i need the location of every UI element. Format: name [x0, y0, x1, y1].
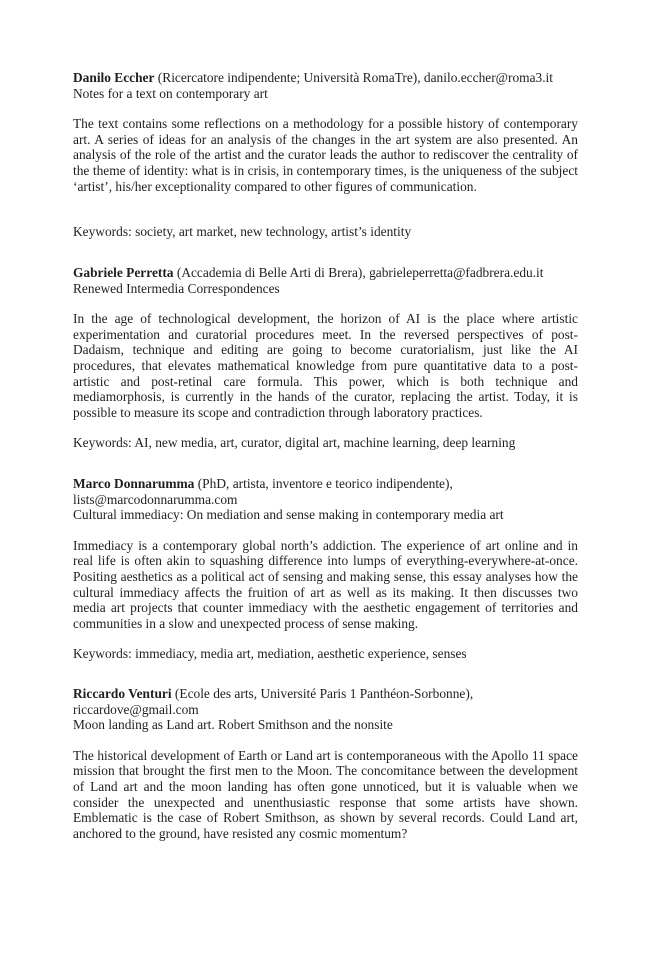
abstract-text: The text contains some reflections on a methodology for a possible history of contemporary art. A series of ideas for an analysis of the changes in the art system are also presented. An analysis of the role of the artist and the curator leads the author to rediscover the centrality of the theme of identity: what is in crisis, in contemporary times, is the uniqueness of the subject ‘artist’, his/her exceptionality compared to other figures of communication.: [73, 116, 578, 194]
abstract-entry-donnarumma: [73, 476, 578, 662]
author-name: Danilo Eccher: [73, 70, 155, 85]
keywords: Keywords: immediacy, media art, mediation, aesthetic experience, senses: [73, 646, 467, 662]
author-line: [73, 265, 578, 281]
abstract-entry-eccher: [73, 70, 578, 240]
article-title: Renewed Intermedia Correspondences: [73, 280, 280, 296]
keywords: Keywords: society, art market, new technology, artist’s identity: [73, 224, 412, 240]
abstract-text: In the age of technological development, the horizon of AI is the place where artistic experimentation and curatorial procedures meet. In the reversed perspectives of post-Dadaism, technique and editing are going to become curatorialism, just like the AI procedures, that elevates mathematical knowledge from pure quantitative data to a post-artistic and post-retinal care formula. This power, which is both technique and mediamorphosis, is currently in the hands of the curator, replacing the artist. Today, it is possible to measure its scope and contradiction through laboratory practices.: [73, 311, 578, 420]
abstract-entry-venturi: [73, 686, 578, 841]
author-line: [73, 70, 578, 86]
author-affiliation: (Ecole des arts, Université Paris 1 Panthéon-Sorbonne), riccardove@gmail.com: [73, 686, 474, 717]
article-title: Cultural immediacy: On mediation and sense making in contemporary media art: [73, 507, 504, 523]
keywords: Keywords: AI, new media, art, curator, digital art, machine learning, deep learning: [73, 435, 516, 451]
abstract-entry-perretta: [73, 265, 578, 451]
article-title: Notes for a text on contemporary art: [73, 85, 268, 101]
author-line: [73, 686, 578, 717]
author-name: Riccardo Venturi: [73, 686, 172, 701]
author-name: Gabriele Perretta: [73, 265, 174, 280]
author-name: Marco Donnarumma: [73, 476, 195, 491]
abstract-text: The historical development of Earth or Land art is contemporaneous with the Apollo 11 space mission that brought the first men to the Moon. The concomitance between the development of Land art and the moon landing has often gone unnoticed, but it is valuable when we consider the unexpected and unenthusiastic response that some artists have shown. Emblematic is the case of Robert Smithson, as shown by several records. Could Land art, anchored to the ground, have resisted any cosmic momentum?: [73, 747, 578, 841]
author-affiliation: (PhD, artista, inventore e teorico indipendente), lists@marcodonnarumma.com: [73, 476, 453, 507]
author-affiliation: (Accademia di Belle Arti di Brera), gabrieleperretta@fadbrera.edu.it: [173, 265, 544, 280]
article-title: Moon landing as Land art. Robert Smithson and the nonsite: [73, 717, 393, 733]
author-line: [73, 476, 578, 507]
abstract-text: Immediacy is a contemporary global north’s addiction. The experience of art online and in real life is often akin to squashing difference into lumps of everything-everywhere-at-once. Positing aesthetics as a political act of sensing and making sense, this essay analyses how the cultural immediacy affects the fruition of art as well as its making. It then discusses two media art projects that counter immediacy with the aesthetic engagement of territories and communities in a slow and unexpected process of sense making.: [73, 537, 578, 631]
author-affiliation: (Ricercatore indipendente; Università RomaTre), danilo.eccher@roma3.it: [154, 70, 553, 85]
